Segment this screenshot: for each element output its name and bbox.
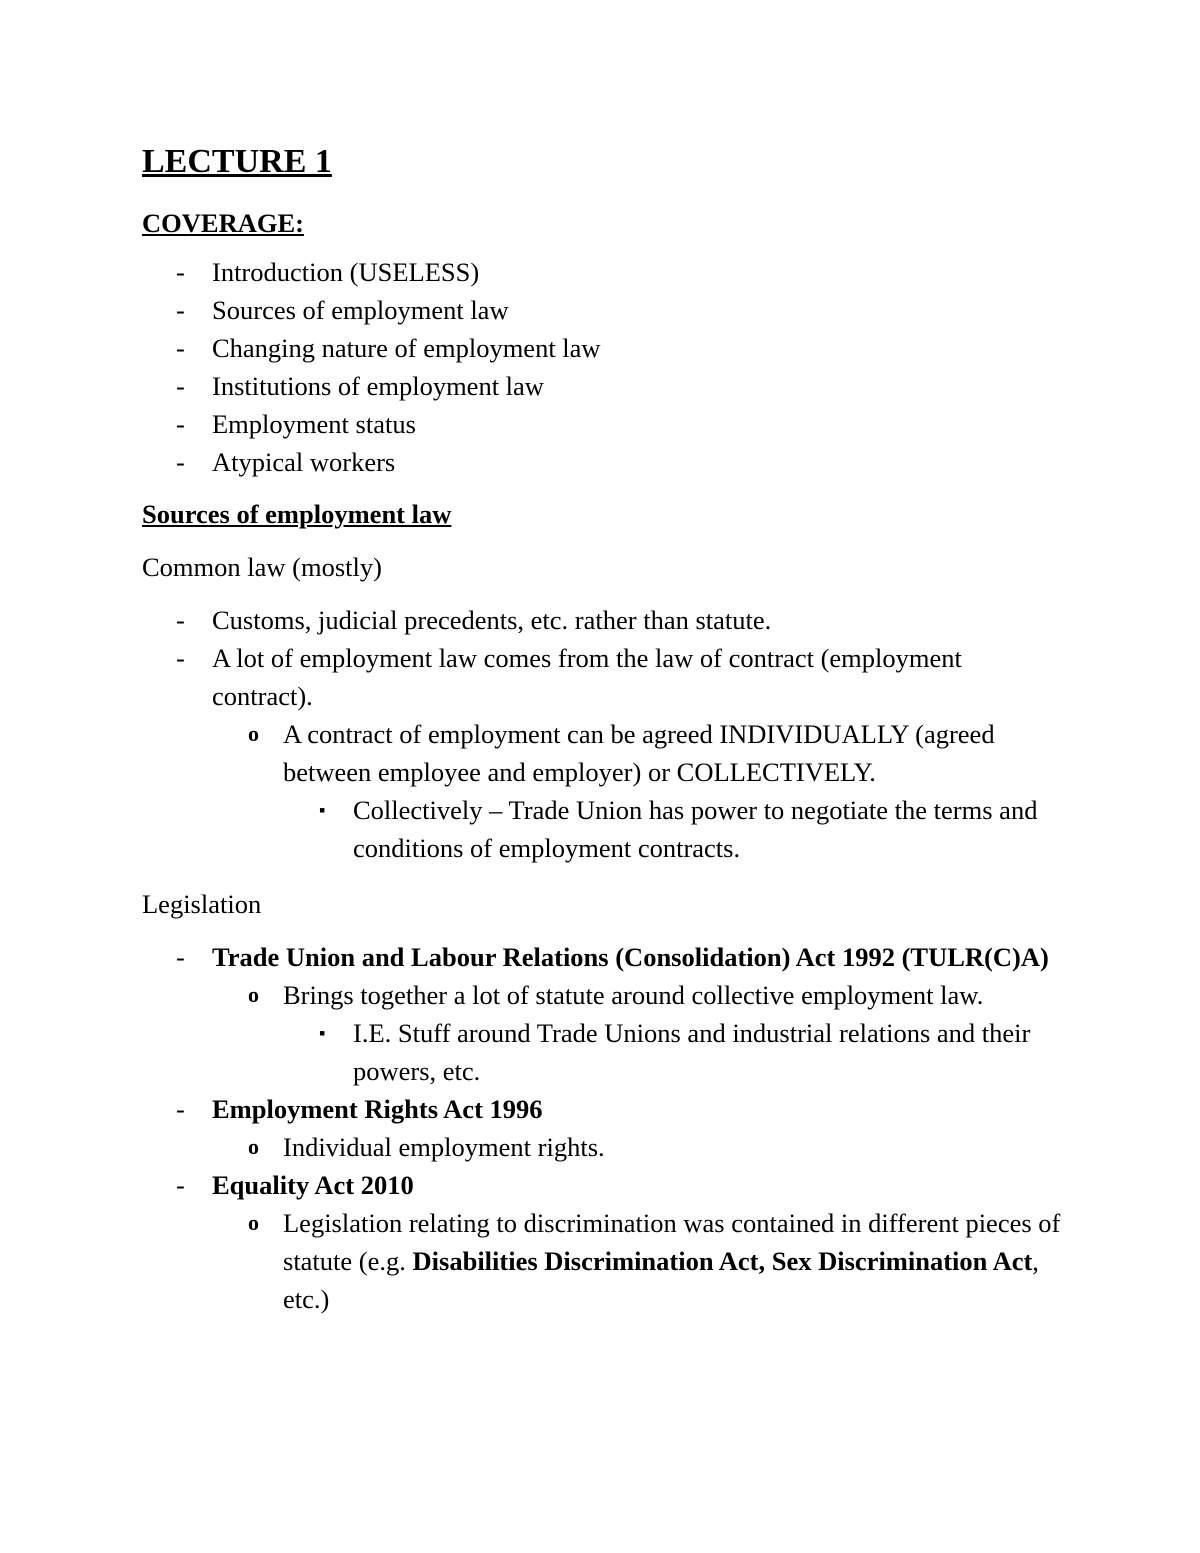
circle-bullet: o	[248, 982, 259, 1007]
legislation-label: Legislation	[142, 889, 262, 919]
common-law-label: Common law (mostly)	[142, 552, 382, 582]
sub-list-item	[142, 1204, 1062, 1318]
list-item-text: Institutions of employment law	[212, 371, 544, 401]
dash-bullet: -	[176, 942, 185, 972]
sub-sub-list-item	[142, 1014, 1062, 1090]
list-item	[142, 253, 1062, 291]
dash-bullet: -	[176, 1170, 185, 1200]
circle-bullet: o	[248, 721, 259, 746]
equality-acts-bold: Disabilities Discrimination Act, Sex Discrimination Act	[412, 1246, 1033, 1276]
sub-sub-list-item-text: I.E. Stuff around Trade Unions and industrial relations and their powers, etc.	[353, 1018, 1031, 1086]
sub-list-item	[142, 1128, 1062, 1166]
sub-list-item-text: Brings together a lot of statute around collective employment law.	[283, 980, 984, 1010]
list-item-text: Customs, judicial precedents, etc. rather than statute.	[212, 605, 772, 635]
circle-bullet: o	[248, 1210, 259, 1235]
dash-bullet: -	[176, 643, 185, 673]
coverage-list	[142, 253, 1062, 481]
sub-list-item	[142, 715, 1062, 791]
list-item	[142, 1166, 1062, 1204]
list-item	[142, 367, 1062, 405]
list-item-text: Sources of employment law	[212, 295, 509, 325]
legislation-list	[142, 938, 1062, 1318]
act-name-equality: Equality Act 2010	[212, 1170, 414, 1200]
common-law-list	[142, 601, 1062, 867]
circle-bullet: o	[248, 1134, 259, 1159]
list-item	[142, 443, 1062, 481]
list-item-text: Changing nature of employment law	[212, 333, 601, 363]
list-item-text: Atypical workers	[212, 447, 396, 477]
sub-list-item	[142, 976, 1062, 1014]
sub-list-item-text: A contract of employment can be agreed INDIVIDUALLY (agreed between employee and employer) or COLLECTIVELY.	[283, 719, 995, 787]
page-title: LECTURE 1	[142, 143, 332, 180]
dash-bullet: -	[176, 371, 185, 401]
list-item	[142, 938, 1062, 976]
dash-bullet: -	[176, 1094, 185, 1124]
coverage-heading: COVERAGE:	[142, 208, 304, 238]
act-name-tulrca: Trade Union and Labour Relations (Consolidation) Act 1992 (TULR(C)A)	[212, 942, 1049, 972]
list-item	[142, 1090, 1062, 1128]
sub-list-item-text: Individual employment rights.	[283, 1132, 605, 1162]
equality-text-start: Legislation relating to discrimination was contained in different pieces of statute (e.g.	[283, 1208, 1061, 1276]
list-item	[142, 329, 1062, 367]
list-item	[142, 601, 1062, 639]
list-item	[142, 291, 1062, 329]
sub-sub-list-item	[142, 791, 1062, 867]
dash-bullet: -	[176, 447, 185, 477]
dash-bullet: -	[176, 295, 185, 325]
list-item-text: Introduction (USELESS)	[212, 257, 480, 287]
document-page	[142, 132, 1062, 1318]
sub-sub-list-item-text: Collectively – Trade Union has power to negotiate the terms and conditions of employment contracts.	[353, 795, 1038, 863]
section-heading-sources: Sources of employment law	[142, 499, 452, 529]
square-bullet: ▪	[319, 1023, 326, 1043]
list-item	[142, 405, 1062, 443]
dash-bullet: -	[176, 605, 185, 635]
sub-list-item-text	[283, 1208, 1060, 1314]
list-item-text: A lot of employment law comes from the law of contract (employment contract).	[212, 643, 962, 711]
square-bullet: ▪	[319, 800, 326, 820]
dash-bullet: -	[176, 333, 185, 363]
list-item	[142, 639, 1062, 715]
list-item-text: Employment status	[212, 409, 416, 439]
dash-bullet: -	[176, 257, 185, 287]
dash-bullet: -	[176, 409, 185, 439]
act-name-era: Employment Rights Act 1996	[212, 1094, 543, 1124]
equality-text-end: , etc.)	[283, 1246, 1039, 1314]
